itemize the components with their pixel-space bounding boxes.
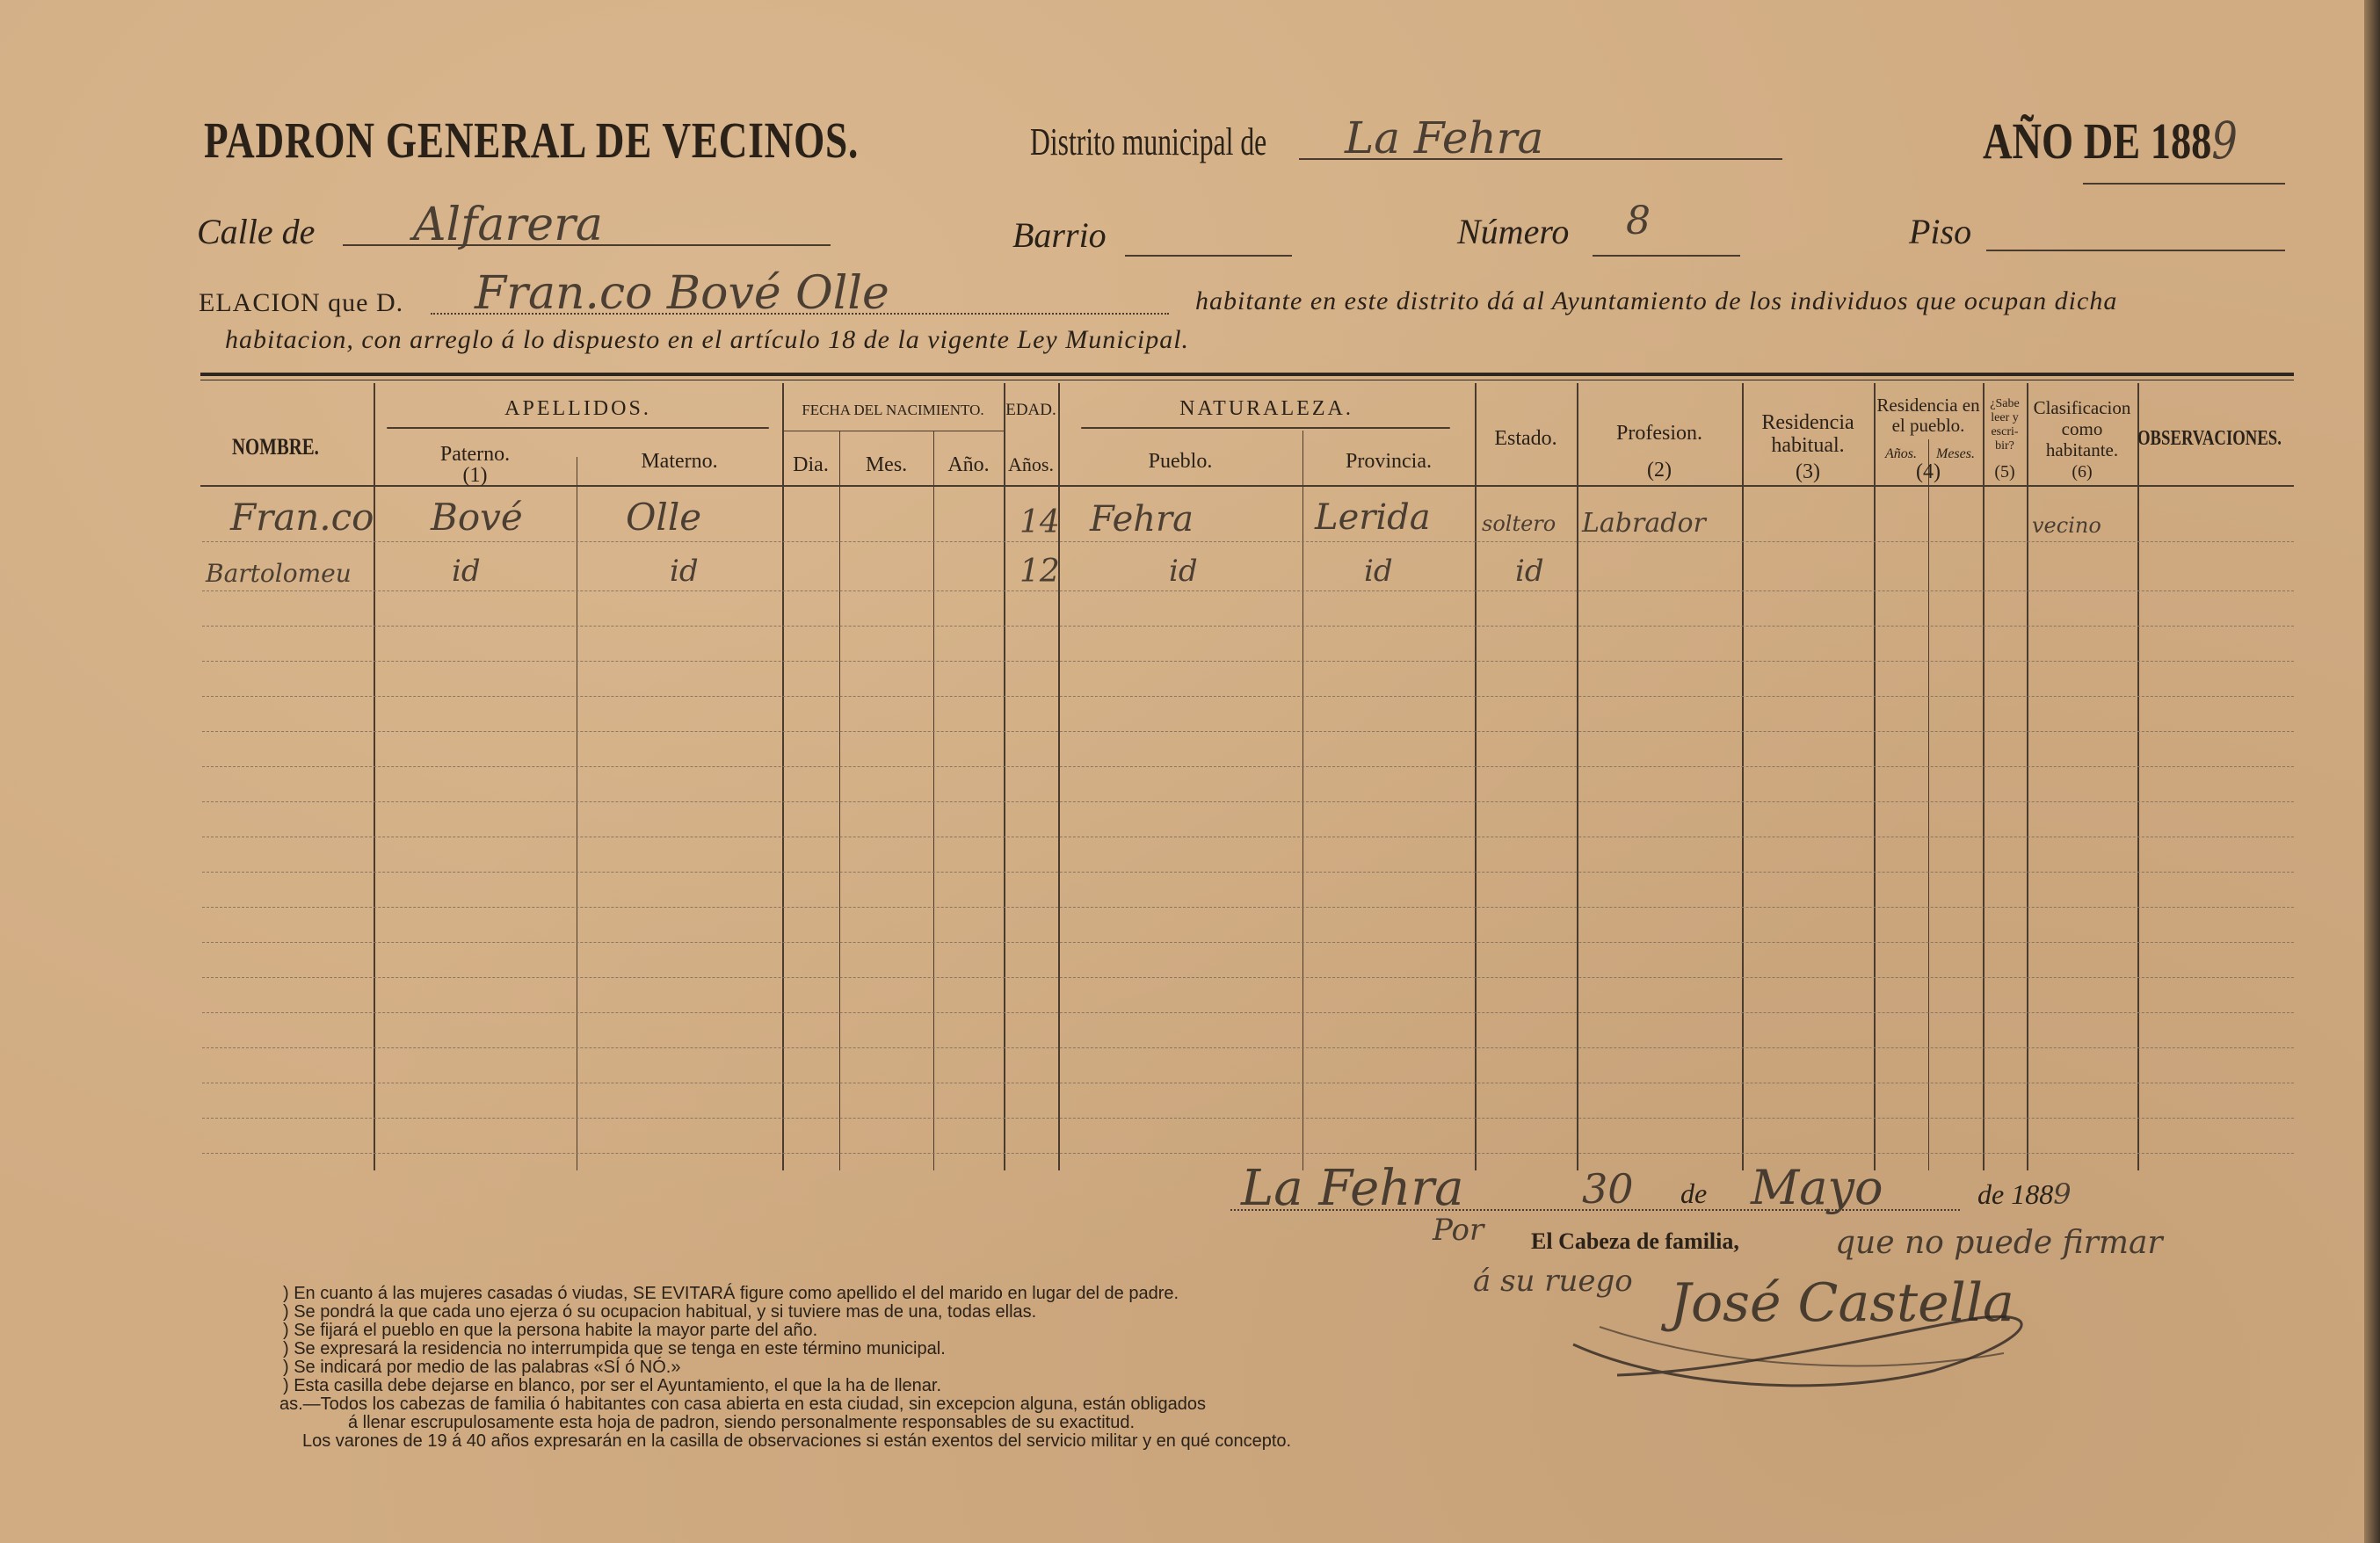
naturaleza-brace — [1081, 427, 1450, 429]
row1-edad: 14 — [1019, 504, 1060, 540]
col-divider — [1004, 383, 1005, 1170]
ruled-line — [202, 977, 2294, 978]
distrito-underline — [1299, 158, 1782, 160]
calle-value: Alfarera — [413, 199, 603, 251]
footnote-6: ) Esta casilla debe dejarse en blanco, por ser el Ayuntamiento, el que la ha de llenar. — [283, 1376, 941, 1395]
row2-provincia: id — [1364, 554, 1393, 589]
row2-paterno: id — [452, 554, 481, 589]
col-residencia-pueblo-note: (4) — [1916, 460, 1941, 483]
ruled-line — [202, 801, 2294, 802]
ruled-line — [202, 626, 2294, 627]
signature-place: La Fehra — [1241, 1160, 1464, 1217]
col-divider — [2137, 383, 2139, 1170]
numero-value: 8 — [1626, 199, 1651, 243]
col-dia: Dia. — [793, 453, 829, 476]
calle-label: Calle de — [197, 212, 316, 251]
row2-pueblo: id — [1169, 554, 1198, 589]
relacion-line2: habitacion, con arreglo á lo dispuesto en el artículo 18 de la vigente Ley Municipal. — [225, 325, 1190, 354]
ruled-line — [202, 696, 2294, 697]
row1-provincia: Lerida — [1315, 497, 1431, 538]
footnote-4: ) Se expresará la residencia no interrumpida que se tenga en este término municipal. — [283, 1339, 946, 1358]
year-label-text: AÑO DE 188 — [1983, 112, 2212, 170]
row1-estado: soltero — [1482, 511, 1556, 536]
distrito-label: Distrito municipal de — [1030, 120, 1267, 163]
numero-label: Número — [1457, 212, 1570, 251]
col-ano: Año. — [947, 453, 990, 476]
ruled-line — [202, 590, 2294, 591]
col-divider — [1475, 383, 1477, 1170]
year-digit: 9 — [2211, 111, 2238, 170]
relacion-name: Fran.co Bové Olle — [475, 267, 889, 320]
footnote-7: as.—Todos los cabezas de familia ó habitantes con casa abierta en esta ciudad, sin excepcion alguna, están obligados — [279, 1394, 1207, 1414]
col-materno: Materno. — [641, 450, 718, 473]
row2-nombre: Bartolomeu — [206, 559, 352, 588]
year-underline — [2083, 183, 2285, 185]
barrio-underline — [1125, 255, 1292, 257]
signature-year — [1977, 1177, 2072, 1211]
col-clasificacion-note: (6) — [2072, 462, 2093, 482]
col-nombre-text: NOMBRE. — [232, 434, 320, 460]
signature-note-line1: que no puede firmar — [1835, 1225, 2163, 1261]
col-edad: EDAD. — [1005, 401, 1056, 419]
row2-estado: id — [1515, 554, 1544, 589]
ruled-line — [202, 1012, 2294, 1013]
col-paterno-note: (1) — [462, 464, 488, 487]
footnote-2: ) Se pondrá la que cada uno ejerza ó su ocupacion habitual, y si tuviere mas de una, todas ellas. — [283, 1302, 1037, 1322]
col-clasificacion: Clasificacion como habitante. — [2033, 397, 2131, 460]
relacion-underline — [431, 313, 1169, 315]
col-anos: Años. — [1008, 453, 1054, 475]
signer-signature: José Castella — [1670, 1272, 2014, 1334]
piso-underline — [1986, 250, 2285, 251]
col-divider — [1058, 383, 1060, 1170]
signature-por: Por — [1433, 1213, 1484, 1248]
col-divider — [2027, 383, 2028, 1170]
distrito-value: La Fehra — [1345, 112, 1544, 163]
signature-note-line2: á su ruego — [1473, 1264, 1633, 1299]
col-residencia-pueblo: Residencia en el pueblo. — [1876, 395, 1980, 436]
row1-paterno: Bové — [431, 496, 523, 539]
row1-materno: Olle — [626, 496, 702, 539]
col-estado: Estado. — [1494, 427, 1557, 450]
footnote-1: ) En cuanto á las mujeres casadas ó viudas, SE EVITARÁ figure como apellido el del marido en lugar del de padre. — [283, 1284, 1179, 1303]
row1-profesion: Labrador — [1582, 508, 1706, 539]
ruled-line — [202, 661, 2294, 662]
footnote-3: ) Se fijará el pueblo en que la persona habite la mayor parte del año. — [283, 1321, 818, 1340]
col-divider — [782, 383, 784, 1170]
signature-day: 30 — [1582, 1165, 1634, 1213]
col-pueblo: Pueblo. — [1148, 450, 1213, 473]
col-res-meses: Meses. — [1936, 446, 1975, 461]
col-divider — [1577, 383, 1578, 1170]
col-observaciones-text: OBSERVACIONES. — [2137, 427, 2282, 450]
ruled-line — [202, 766, 2294, 767]
calle-underline — [343, 244, 831, 246]
col-fecha: FECHA DEL NACIMIENTO. — [802, 402, 984, 418]
signature-month: Mayo — [1751, 1160, 1883, 1215]
signature-flourish — [1564, 1292, 2057, 1397]
ruled-line — [202, 942, 2294, 943]
col-sabe-leer-note: (5) — [1994, 462, 2015, 482]
col-divider — [1928, 439, 1929, 1170]
relacion-line1-rest: habitante en este distrito dá al Ayuntamiento de los individuos que ocupan dicha — [1195, 286, 2118, 315]
ruled-line — [202, 872, 2294, 873]
relacion-prefix — [199, 288, 403, 318]
col-res-anos: Años. — [1885, 446, 1917, 461]
table-top-rule — [200, 373, 2294, 376]
row1-nombre: Fran.co — [230, 496, 374, 539]
footnote-8: á llenar escrupulosamente esta hoja de padron, siendo personalmente responsables de su exactitud. — [348, 1413, 1136, 1432]
col-sabe-leer: ¿Sabe leer y escri-bir? — [1990, 397, 2020, 453]
col-residencia-habitual: Residencia habitual. — [1761, 411, 1854, 457]
numero-underline — [1593, 255, 1740, 257]
row1-clasificacion: vecino — [2032, 513, 2101, 538]
ruled-line — [202, 731, 2294, 732]
col-observaciones — [2137, 427, 2294, 450]
row1-pueblo: Fehra — [1090, 499, 1194, 540]
row2-materno: id — [670, 554, 699, 589]
relacion-prefix-text: ELACION que D. — [199, 288, 404, 317]
ruled-line — [202, 1047, 2294, 1048]
col-mes: Mes. — [865, 453, 908, 476]
signature-de: de — [1680, 1177, 1708, 1209]
year-label — [1983, 111, 2238, 170]
col-divider — [1742, 383, 1744, 1170]
ruled-line — [202, 1118, 2294, 1119]
col-divider — [1983, 383, 1985, 1170]
col-provincia: Provincia. — [1346, 450, 1432, 473]
col-nombre — [200, 436, 373, 459]
ruled-line — [202, 907, 2294, 908]
col-apellidos: APELLIDOS. — [504, 397, 651, 420]
row2-edad: 12 — [1019, 554, 1060, 590]
ruled-line — [202, 1153, 2294, 1154]
col-paterno: Paterno. — [439, 443, 511, 466]
footnote-5: ) Se indicará por medio de las palabras «SÍ ó NÓ.» — [283, 1358, 681, 1377]
piso-label: Piso — [1909, 212, 1972, 251]
cabeza-label: El Cabeza de familia, — [1531, 1228, 1739, 1254]
signature-year-digit: 9 — [2053, 1177, 2072, 1211]
form-title: PADRON GENERAL DE VECINOS. — [204, 112, 860, 169]
page-edge — [2364, 0, 2380, 1543]
apellidos-brace — [387, 427, 769, 429]
col-residencia-habitual-note: (3) — [1796, 460, 1820, 483]
signature-year-prefix: de 188 — [1977, 1178, 2054, 1210]
col-profesion-note: (2) — [1647, 459, 1672, 482]
col-divider — [1874, 383, 1876, 1170]
ruled-line — [202, 541, 2294, 542]
col-naturaleza: NATURALEZA. — [1179, 397, 1353, 420]
barrio-label: Barrio — [1012, 215, 1107, 255]
signature-date-underline — [1230, 1209, 1960, 1211]
footnote-9: Los varones de 19 á 40 años expresarán en la casilla de observaciones si están exentos del servicio militar y en qué concepto. — [302, 1431, 1292, 1451]
col-profesion: Profesion. — [1616, 422, 1702, 445]
